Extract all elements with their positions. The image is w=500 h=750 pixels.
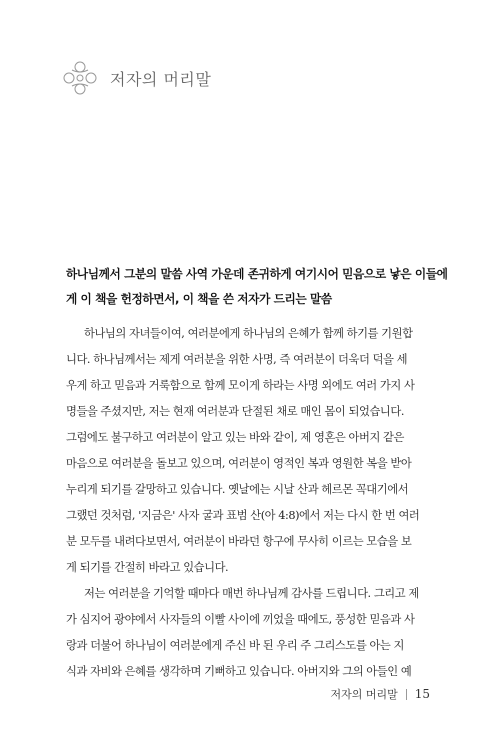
dedication-line: 게 이 책을 헌정하면서, 이 책을 쓴 저자가 드리는 말씀: [66, 292, 332, 306]
paragraph-line: 랑과 더불어 하나님이 여러분에게 주신 바 된 우리 주 그리스도를 아는 지: [66, 639, 404, 652]
body-text: [66, 321, 441, 685]
section-header: [60, 58, 211, 98]
page-title: 저자의 머리말: [110, 69, 212, 89]
paragraph-line: 그랬던 것처럼, '지금은' 사자 굴과 표범 산(아 4:8)에서 저는 다시 한 번 여러: [66, 509, 420, 522]
paragraph-line: 가 심지어 광야에서 사자들의 이빨 사이에 끼었을 때에도, 풍성한 믿음과 사: [66, 613, 415, 626]
paragraph-line: 식과 자비와 은혜를 생각하며 기뻐하고 있습니다. 아버지와 그의 아들인 예: [66, 665, 412, 678]
running-title: 저자의 머리말: [330, 688, 398, 701]
paragraph-line: 누리게 되기를 갈망하고 있습니다. 옛날에는 시날 산과 헤르몬 꼭대기에서: [66, 483, 409, 496]
paragraph-line: 저는 여러분을 기억할 때마다 매번 하나님께 감사를 드립니다. 그리고 제: [84, 587, 419, 600]
paragraph-line: 니다. 하나님께서는 제게 여러분을 위한 사명, 즉 여러분이 더욱더 덕을 세: [66, 353, 408, 366]
paragraph-line: 마음으로 여러분을 돌보고 있으며, 여러분이 영적인 복과 영원한 복을 받아: [66, 457, 412, 470]
paragraph-line: 우게 하고 믿음과 거룩함으로 함께 모이게 하라는 사명 외에도 여러 가지 사: [66, 379, 415, 392]
paragraph-line: 하나님의 자녀들이여, 여러분에게 하나님의 은혜가 함께 하기를 기원합: [84, 327, 413, 340]
paragraph-line: 분 모두를 내려다보면서, 여러분이 바라던 항구에 무사히 이르는 모습을 보: [66, 535, 412, 548]
footer-divider: [406, 689, 407, 700]
paragraph-line: 그럼에도 불구하고 여러분이 알고 있는 바와 같이, 제 영혼은 아버지 같은: [66, 431, 404, 444]
paragraph-line: 게 되기를 간절히 바라고 있습니다.: [66, 561, 229, 574]
page-number: 15: [414, 687, 430, 701]
dedication-text: [66, 262, 448, 312]
flower-ornament-icon: [60, 58, 100, 98]
page-footer: [330, 686, 430, 702]
dedication-line: 하나님께서 그분의 말씀 사역 가운데 존귀하게 여기시어 믿음으로 낳은 이들에: [66, 267, 448, 281]
paragraph-line: 명들을 주셨지만, 저는 현재 여러분과 단절된 채로 매인 몸이 되었습니다.: [66, 405, 404, 418]
